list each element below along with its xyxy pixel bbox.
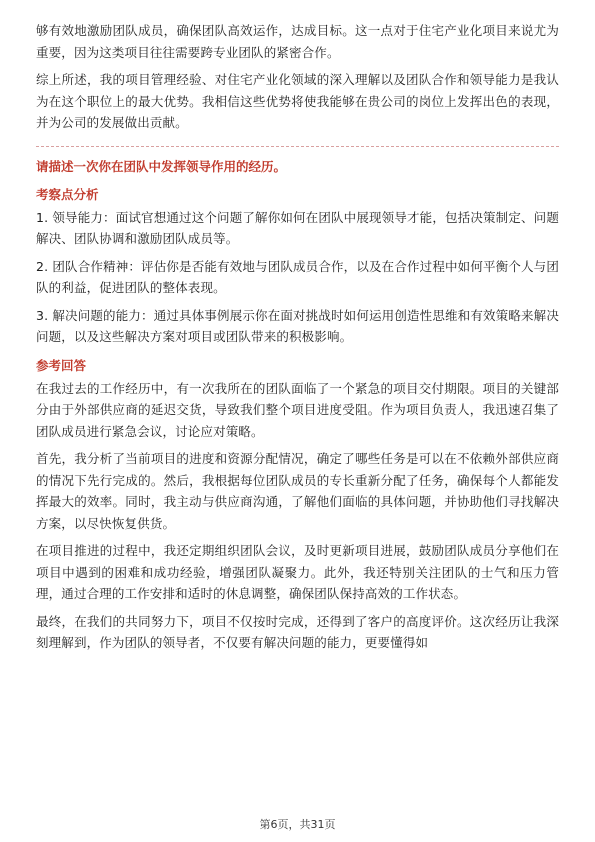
analysis-point-2: 2. 团队合作精神：评估你是否能有效地与团队成员合作，以及在合作过程中如何平衡个人与团队的利益，促进团队的整体表现。 [36,258,559,295]
document-page [36,20,559,660]
analysis-point-1: 1. 领导能力：面试官想通过这个问题了解你如何在团队中展现领导才能，包括决策制定、问题解决、团队协调和激励团队成员等。 [36,209,559,246]
answer-title: 参考回答 [36,357,87,373]
page-number: 第6页，共31页 [259,818,336,831]
analysis-title: 考察点分析 [36,186,99,202]
section-divider [36,146,559,147]
intro-paragraph-2: 综上所述，我的项目管理经验、对住宅产业化领域的深入理解以及团队合作和领导能力是我认为在这个职位上的最大优势。我相信这些优势将使我能够在贵公司的岗位上发挥出色的表现，并为公司的发展做出贡献。 [36,72,559,130]
question-heading: 请描述一次你在团队中发挥领导作用的经历。 [36,158,287,174]
answer-paragraph-4: 最终，在我们的共同努力下，项目不仅按时完成，还得到了客户的高度评价。这次经历让我深刻理解到，作为团队的领导者，不仅要有解决问题的能力，更要懂得如 [36,613,559,650]
answer-paragraph-2: 首先，我分析了当前项目的进度和资源分配情况，确定了哪些任务是可以在不依赖外部供应商的情况下先行完成的。然后，我根据每位团队成员的专长重新分配了任务，确保每个人都能发挥最大的效率。同时，我主动与供应商沟通，了解他们面临的具体问题，并协助他们寻找解决方案，以尽快恢复供货。 [36,451,559,531]
intro-paragraph-1: 够有效地激励团队成员，确保团队高效运作，达成目标。这一点对于住宅产业化项目来说尤为重要，因为这类项目往往需要跨专业团队的紧密合作。 [36,23,559,60]
analysis-point-3: 3. 解决问题的能力：通过具体事例展示你在面对挑战时如何运用创造性思维和有效策略来解决问题，以及这些解决方案对项目或团队带来的积极影响。 [36,307,559,344]
answer-paragraph-3: 在项目推进的过程中，我还定期组织团队会议，及时更新项目进展，鼓励团队成员分享他们在项目中遇到的困难和成功经验，增强团队凝聚力。此外，我还特别关注团队的士气和压力管理，通过合理的工作安排和适时的休息调整，确保团队保持高效的工作状态。 [36,543,559,601]
answer-paragraph-1: 在我过去的工作经历中，有一次我所在的团队面临了一个紧急的项目交付期限。项目的关键部分由于外部供应商的延迟交货，导致我们整个项目进度受阻。作为项目负责人，我迅速召集了团队成员进行紧急会议，讨论应对策略。 [36,380,559,439]
